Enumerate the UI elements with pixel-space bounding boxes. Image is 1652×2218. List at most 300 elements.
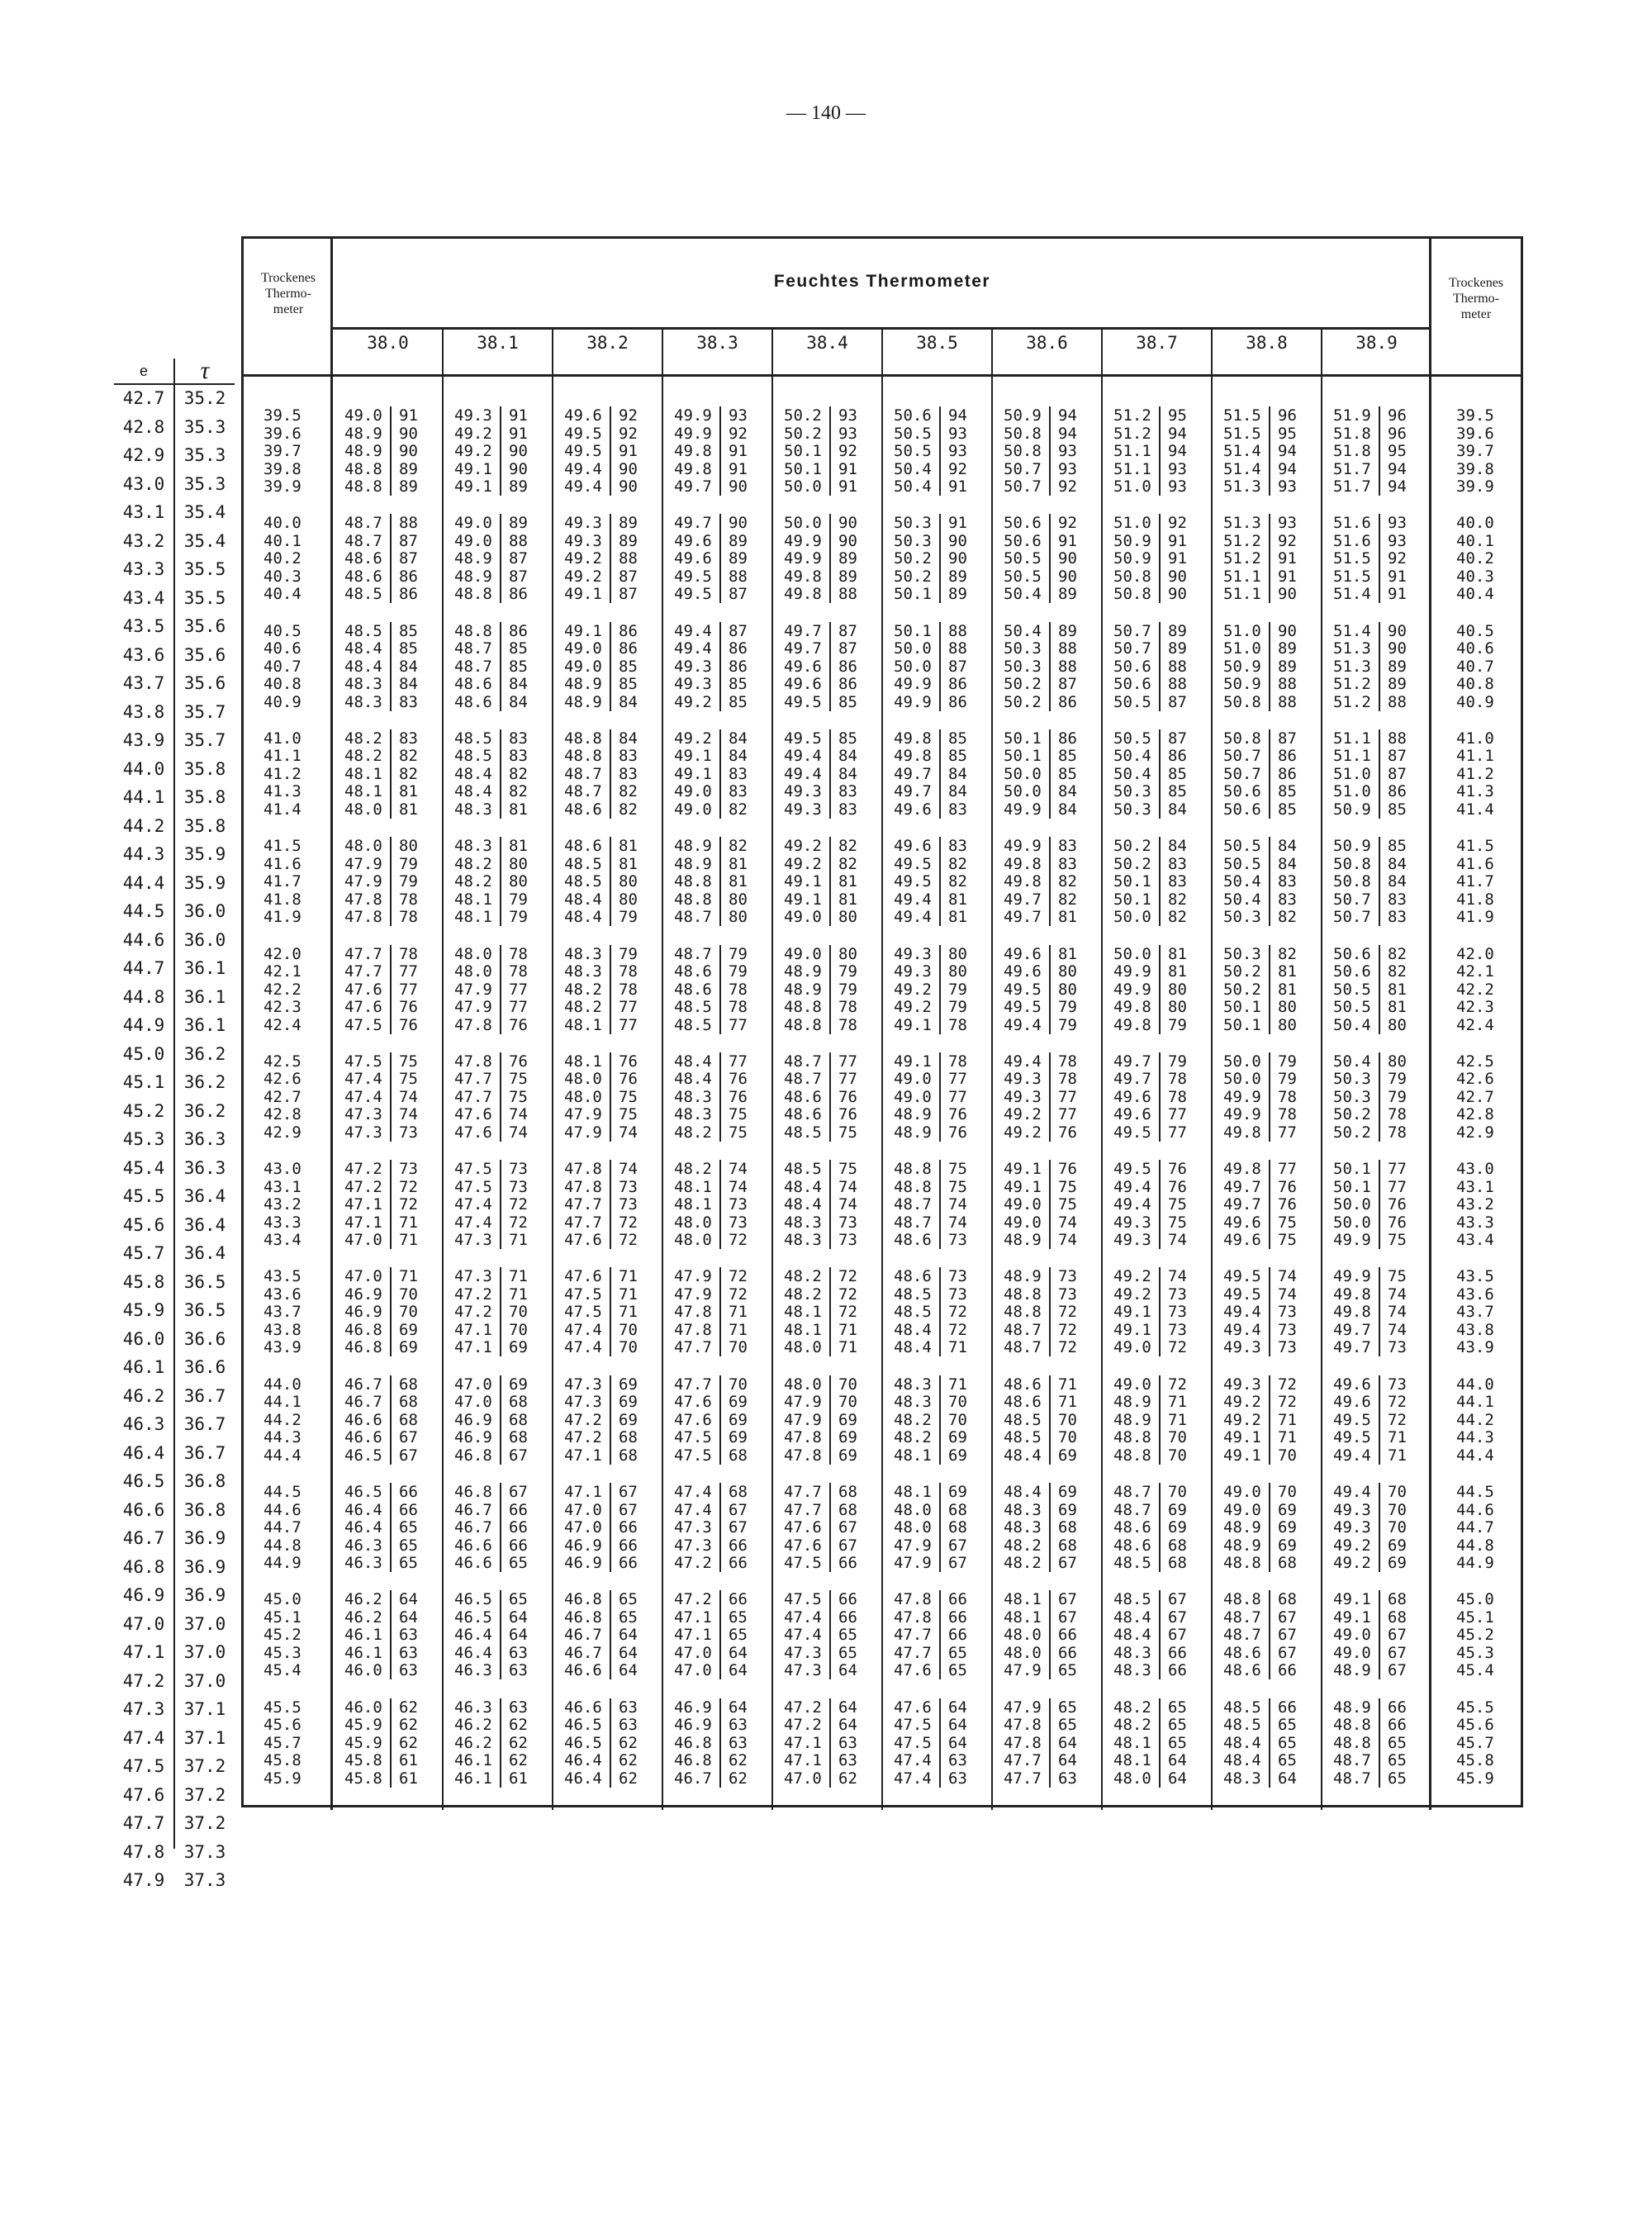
dry-temp-left: 40.3	[263, 567, 301, 586]
humidity-value: 66	[1168, 1643, 1187, 1662]
humidity-value: 91	[948, 514, 967, 533]
value-divider	[1159, 693, 1161, 711]
humidity-value: 90	[619, 459, 638, 478]
dew-point-value: 50.2	[1223, 962, 1261, 981]
dew-point-value: 46.6	[454, 1536, 492, 1555]
value-divider	[1159, 658, 1161, 676]
dew-point-value: 49.2	[1004, 1105, 1042, 1124]
vapor-pressure-row	[114, 645, 235, 669]
value-divider	[390, 532, 392, 550]
humidity-value: 88	[399, 514, 418, 533]
value-divider	[1379, 1052, 1380, 1071]
humidity-value: 65	[509, 1590, 528, 1609]
dew-point-value: 49.7	[1333, 1338, 1371, 1357]
dew-point-value: 48.6	[1004, 1375, 1042, 1394]
humidity-value: 87	[619, 567, 638, 586]
value-divider	[610, 1483, 611, 1501]
e-value: 43.7	[122, 673, 165, 693]
humidity-value: 69	[729, 1428, 748, 1447]
dew-point-value: 51.0	[1113, 514, 1151, 533]
dry-temp-right: 43.9	[1456, 1338, 1494, 1357]
dew-point-value: 47.9	[894, 1554, 932, 1572]
humidity-value: 89	[399, 477, 418, 496]
dew-point-value: 48.7	[1113, 1483, 1151, 1501]
value-divider	[829, 855, 831, 873]
e-value: 47.7	[122, 1813, 165, 1833]
value-divider	[829, 891, 831, 909]
value-divider	[829, 765, 831, 783]
humidity-value: 64	[399, 1590, 418, 1609]
dew-point-value: 49.6	[784, 675, 822, 694]
dew-point-value: 47.2	[344, 1160, 382, 1179]
dew-point-value: 50.0	[1004, 764, 1042, 783]
humidity-value: 87	[1168, 729, 1187, 748]
dew-point-value: 48.9	[674, 837, 712, 856]
value-divider	[610, 1661, 611, 1679]
dew-point-value: 48.5	[344, 621, 382, 640]
value-divider	[390, 1411, 392, 1429]
value-divider	[829, 1483, 831, 1501]
value-divider	[500, 1446, 501, 1465]
value-divider	[719, 729, 721, 748]
value-divider	[829, 1321, 831, 1339]
value-divider	[719, 1661, 721, 1679]
dry-temp-left: 43.3	[263, 1213, 301, 1232]
humidity-value: 71	[729, 1303, 748, 1322]
value-divider	[390, 765, 392, 783]
humidity-value: 72	[838, 1303, 857, 1322]
value-divider	[1159, 549, 1161, 568]
value-divider	[500, 747, 501, 765]
humidity-value: 87	[729, 621, 748, 640]
dry-temp-left: 42.6	[263, 1070, 301, 1089]
value-divider	[719, 1483, 721, 1501]
e-value: 47.5	[122, 1756, 165, 1776]
dew-point-value: 49.0	[674, 782, 712, 801]
value-divider	[719, 622, 721, 640]
value-divider	[610, 532, 611, 550]
dew-point-value: 51.1	[1333, 747, 1371, 766]
e-value: 46.1	[122, 1357, 165, 1377]
humidity-value: 95	[1388, 442, 1407, 460]
vapor-pressure-row	[114, 1728, 235, 1752]
value-divider	[1049, 1518, 1051, 1536]
humidity-value: 85	[948, 747, 967, 766]
humidity-value: 64	[1058, 1751, 1077, 1770]
value-divider	[500, 1160, 501, 1178]
value-divider	[390, 1267, 392, 1285]
value-divider	[610, 568, 611, 586]
value-divider	[939, 514, 941, 532]
value-divider	[500, 658, 501, 676]
value-divider	[719, 1393, 721, 1411]
dew-point-value: 48.4	[1004, 1483, 1042, 1501]
dew-point-value: 51.8	[1333, 424, 1371, 443]
value-divider	[1269, 1698, 1270, 1717]
value-divider	[829, 658, 831, 676]
value-divider	[719, 981, 721, 999]
dry-temp-left: 41.0	[263, 729, 301, 748]
humidity-value: 86	[509, 621, 528, 640]
humidity-value: 69	[838, 1428, 857, 1447]
wet-column-separator	[662, 330, 663, 1810]
dew-point-value: 51.2	[1333, 692, 1371, 711]
value-divider	[1049, 1338, 1051, 1356]
dew-point-value: 47.3	[564, 1393, 602, 1412]
value-divider	[939, 1411, 941, 1429]
dew-point-value: 48.7	[894, 1195, 932, 1214]
dry-temp-left: 45.6	[263, 1716, 301, 1735]
dew-point-value: 49.4	[564, 459, 602, 478]
tau-value: 37.2	[183, 1784, 226, 1805]
dew-point-value: 51.4	[1223, 442, 1261, 460]
value-divider	[829, 1751, 831, 1769]
value-divider	[1159, 1411, 1161, 1429]
humidity-value: 69	[1058, 1446, 1077, 1465]
humidity-value: 67	[1058, 1590, 1077, 1609]
dew-point-value: 48.8	[1223, 1590, 1261, 1609]
dew-point-value: 50.8	[1333, 854, 1371, 873]
value-divider	[1049, 549, 1051, 568]
tau-value: 35.4	[183, 530, 226, 551]
dew-point-value: 46.1	[344, 1626, 382, 1645]
dew-point-value: 47.3	[674, 1536, 712, 1555]
value-divider	[829, 1393, 831, 1411]
value-divider	[719, 1285, 721, 1304]
tau-value: 37.0	[183, 1642, 226, 1662]
dry-temp-left: 45.3	[263, 1643, 301, 1662]
dew-point-value: 46.8	[674, 1733, 712, 1752]
tau-value: 35.6	[183, 644, 226, 665]
humidity-value: 63	[1058, 1769, 1077, 1788]
humidity-value: 68	[1388, 1590, 1407, 1609]
dew-point-value: 46.8	[674, 1751, 712, 1770]
humidity-value: 79	[1278, 1052, 1297, 1071]
value-divider	[939, 747, 941, 765]
value-divider	[719, 675, 721, 693]
humidity-value: 76	[1168, 1160, 1187, 1179]
value-divider	[719, 1769, 721, 1788]
dew-point-value: 48.2	[894, 1428, 932, 1447]
value-divider	[1269, 1052, 1270, 1071]
humidity-value: 64	[729, 1698, 748, 1717]
humidity-value: 74	[948, 1213, 967, 1232]
dew-point-value: 48.1	[454, 890, 492, 909]
value-divider	[610, 1267, 611, 1285]
vapor-pressure-row	[114, 673, 235, 697]
dew-point-value: 48.6	[564, 800, 602, 819]
humidity-value: 86	[948, 675, 967, 694]
tau-column-header: τ	[173, 359, 235, 383]
dry-temp-right: 42.9	[1456, 1123, 1494, 1142]
tau-value: 37.2	[183, 1813, 226, 1833]
humidity-value: 65	[399, 1518, 418, 1536]
dew-point-value: 48.8	[1333, 1733, 1371, 1752]
value-divider	[610, 1123, 611, 1142]
vapor-pressure-header	[114, 359, 235, 385]
humidity-value: 78	[1278, 1087, 1297, 1106]
value-divider	[1379, 1338, 1380, 1356]
vapor-pressure-row	[114, 1842, 235, 1866]
dew-point-value: 48.9	[784, 962, 822, 981]
dew-point-value: 50.0	[1333, 1195, 1371, 1214]
dew-point-value: 49.6	[1004, 944, 1042, 963]
humidity-value: 64	[619, 1626, 638, 1645]
value-divider	[610, 1626, 611, 1644]
dry-temp-left: 39.7	[263, 442, 301, 460]
dew-point-value: 49.8	[784, 585, 822, 604]
dew-point-value: 48.7	[564, 764, 602, 783]
dew-point-value: 47.1	[454, 1338, 492, 1357]
dew-point-value: 46.6	[454, 1554, 492, 1572]
value-divider	[610, 837, 611, 855]
value-divider	[719, 782, 721, 800]
humidity-value: 84	[948, 782, 967, 801]
dew-point-value: 50.1	[1333, 1177, 1371, 1196]
e-value: 45.4	[122, 1157, 165, 1178]
dew-point-value: 48.8	[454, 621, 492, 640]
humidity-value: 84	[619, 692, 638, 711]
vapor-pressure-row	[114, 474, 235, 498]
dew-point-value: 47.1	[564, 1483, 602, 1501]
humidity-value: 69	[1388, 1554, 1407, 1572]
value-divider	[610, 729, 611, 748]
value-divider	[1049, 1698, 1051, 1717]
value-divider	[719, 1088, 721, 1106]
humidity-value: 69	[399, 1338, 418, 1357]
value-divider	[610, 765, 611, 783]
value-divider	[1269, 1160, 1270, 1178]
e-value: 45.1	[122, 1072, 165, 1092]
humidity-value: 87	[1168, 692, 1187, 711]
value-divider	[1379, 1016, 1380, 1034]
dry-temp-right: 40.0	[1456, 514, 1494, 533]
value-divider	[610, 998, 611, 1016]
dry-temp-right: 42.1	[1456, 962, 1494, 981]
value-divider	[500, 1267, 501, 1285]
dew-point-value: 49.6	[674, 531, 712, 550]
value-divider	[1049, 1501, 1051, 1519]
dew-point-value: 51.7	[1333, 459, 1371, 478]
value-divider	[939, 1016, 941, 1034]
dry-temp-left: 41.8	[263, 890, 301, 909]
dew-point-value: 49.2	[1223, 1410, 1261, 1429]
value-divider	[1269, 1285, 1270, 1304]
dew-point-value: 48.9	[894, 1105, 932, 1124]
value-divider	[1379, 1769, 1380, 1788]
tau-value: 36.1	[183, 1015, 226, 1035]
value-divider	[390, 675, 392, 693]
humidity-value: 74	[1168, 1231, 1187, 1250]
value-divider	[719, 1160, 721, 1178]
value-divider	[1269, 981, 1270, 999]
value-divider	[939, 549, 941, 568]
vapor-pressure-row	[114, 1072, 235, 1096]
value-divider	[500, 1052, 501, 1071]
value-divider	[1049, 442, 1051, 460]
humidity-value: 85	[399, 639, 418, 658]
humidity-value: 73	[948, 1267, 967, 1286]
value-divider	[500, 1016, 501, 1034]
dew-point-value: 50.5	[1333, 998, 1371, 1016]
dew-point-value: 50.1	[784, 442, 822, 460]
dew-point-value: 49.7	[784, 639, 822, 658]
humidity-value: 63	[399, 1643, 418, 1662]
humidity-value: 82	[1388, 962, 1407, 981]
value-divider	[1049, 1608, 1051, 1627]
tau-value: 36.1	[183, 986, 226, 1007]
humidity-value: 80	[1168, 980, 1187, 999]
value-divider	[1269, 1536, 1270, 1555]
dew-point-value: 47.6	[894, 1661, 932, 1680]
humidity-value: 90	[1168, 567, 1187, 586]
value-divider	[1269, 962, 1270, 981]
humidity-value: 66	[1058, 1643, 1077, 1662]
humidity-value: 71	[399, 1213, 418, 1232]
value-divider	[719, 747, 721, 765]
humidity-value: 75	[1388, 1231, 1407, 1250]
humidity-value: 76	[948, 1105, 967, 1124]
value-divider	[1379, 1303, 1380, 1321]
value-divider	[719, 837, 721, 855]
dew-point-value: 48.0	[1113, 1769, 1151, 1788]
dew-point-value: 48.1	[894, 1483, 932, 1501]
value-divider	[1049, 1446, 1051, 1465]
humidity-value: 82	[619, 782, 638, 801]
humidity-value: 89	[729, 549, 748, 568]
dew-point-value: 47.9	[674, 1285, 712, 1304]
dry-temp-left: 41.4	[263, 800, 301, 819]
value-divider	[390, 1608, 392, 1627]
humidity-value: 96	[1388, 406, 1407, 425]
dew-point-value: 46.8	[564, 1590, 602, 1609]
dry-temp-left: 39.5	[263, 406, 301, 425]
value-divider	[500, 1501, 501, 1519]
value-divider	[1269, 639, 1270, 658]
humidity-value: 75	[1278, 1231, 1297, 1250]
humidity-value: 84	[1278, 854, 1297, 873]
dew-point-value: 48.2	[1004, 1554, 1042, 1572]
dry-temp-left: 40.1	[263, 531, 301, 550]
humidity-value: 68	[399, 1393, 418, 1412]
humidity-value: 82	[1168, 908, 1187, 927]
dew-point-value: 48.8	[344, 477, 382, 496]
value-divider	[390, 1178, 392, 1196]
dry-temp-left: 40.0	[263, 514, 301, 533]
dew-point-value: 49.9	[1004, 800, 1042, 819]
dry-temp-left: 44.1	[263, 1393, 301, 1412]
value-divider	[390, 442, 392, 460]
humidity-value: 79	[509, 908, 528, 927]
value-divider	[829, 945, 831, 963]
humidity-value: 75	[838, 1123, 857, 1142]
dew-point-value: 47.7	[674, 1375, 712, 1394]
dry-temp-right: 41.5	[1456, 837, 1494, 856]
value-divider	[829, 1626, 831, 1644]
humidity-value: 93	[948, 442, 967, 460]
tau-value: 36.9	[183, 1528, 226, 1548]
humidity-value: 90	[509, 442, 528, 460]
value-divider	[500, 1716, 501, 1734]
dew-point-value: 50.0	[1004, 782, 1042, 801]
value-divider	[719, 962, 721, 981]
value-divider	[390, 1734, 392, 1752]
humidity-value: 67	[1388, 1626, 1407, 1645]
wet-column-separator	[1321, 330, 1322, 1810]
humidity-value: 63	[948, 1751, 967, 1770]
humidity-value: 83	[1278, 890, 1297, 909]
dry-temp-right: 39.8	[1456, 459, 1494, 478]
dew-point-value: 47.5	[894, 1716, 932, 1735]
dew-point-value: 49.9	[784, 531, 822, 550]
value-divider	[939, 1052, 941, 1071]
humidity-value: 72	[509, 1213, 528, 1232]
value-divider	[1049, 1483, 1051, 1501]
dew-point-value: 50.3	[1113, 800, 1151, 819]
humidity-value: 75	[619, 1087, 638, 1106]
e-value: 44.6	[122, 929, 165, 950]
humidity-value: 76	[1388, 1213, 1407, 1232]
value-divider	[610, 622, 611, 640]
dew-point-value: 48.2	[454, 872, 492, 891]
dry-temp-right: 43.0	[1456, 1160, 1494, 1179]
dew-point-value: 49.2	[1333, 1536, 1371, 1555]
dew-point-value: 50.5	[1223, 837, 1261, 856]
value-divider	[610, 639, 611, 658]
e-value: 46.4	[122, 1442, 165, 1463]
value-divider	[390, 658, 392, 676]
dew-point-value: 48.4	[1113, 1608, 1151, 1627]
dew-point-value: 48.5	[674, 998, 712, 1016]
value-divider	[719, 1016, 721, 1034]
value-divider	[390, 1501, 392, 1519]
tau-value: 35.6	[183, 673, 226, 693]
humidity-value: 83	[509, 729, 528, 748]
dew-point-value: 49.1	[894, 1015, 932, 1034]
humidity-value: 65	[619, 1608, 638, 1627]
humidity-value: 89	[619, 514, 638, 533]
value-divider	[829, 1375, 831, 1394]
dew-point-value: 50.1	[1004, 729, 1042, 748]
value-divider	[829, 1213, 831, 1232]
value-divider	[610, 1751, 611, 1769]
humidity-value: 71	[399, 1267, 418, 1286]
dew-point-value: 49.8	[1223, 1160, 1261, 1179]
value-divider	[500, 1608, 501, 1627]
value-divider	[719, 1231, 721, 1249]
value-divider	[719, 1518, 721, 1536]
humidity-value: 76	[729, 1070, 748, 1089]
humidity-value: 91	[1168, 531, 1187, 550]
dew-point-value: 49.5	[1113, 1123, 1151, 1142]
dew-point-value: 48.9	[1333, 1661, 1371, 1680]
dew-point-value: 49.4	[784, 764, 822, 783]
humidity-value: 75	[1168, 1195, 1187, 1214]
humidity-value: 80	[509, 854, 528, 873]
value-divider	[610, 1590, 611, 1608]
dew-point-value: 50.1	[1004, 747, 1042, 766]
dew-point-value: 48.5	[1223, 1698, 1261, 1717]
humidity-value: 88	[1388, 692, 1407, 711]
humidity-value: 74	[1388, 1320, 1407, 1339]
value-divider	[829, 622, 831, 640]
humidity-value: 89	[1168, 621, 1187, 640]
humidity-value: 92	[1168, 514, 1187, 533]
dew-point-value: 49.0	[784, 908, 822, 927]
dew-point-value: 47.8	[784, 1428, 822, 1447]
value-divider	[610, 514, 611, 532]
humidity-value: 86	[399, 585, 418, 604]
